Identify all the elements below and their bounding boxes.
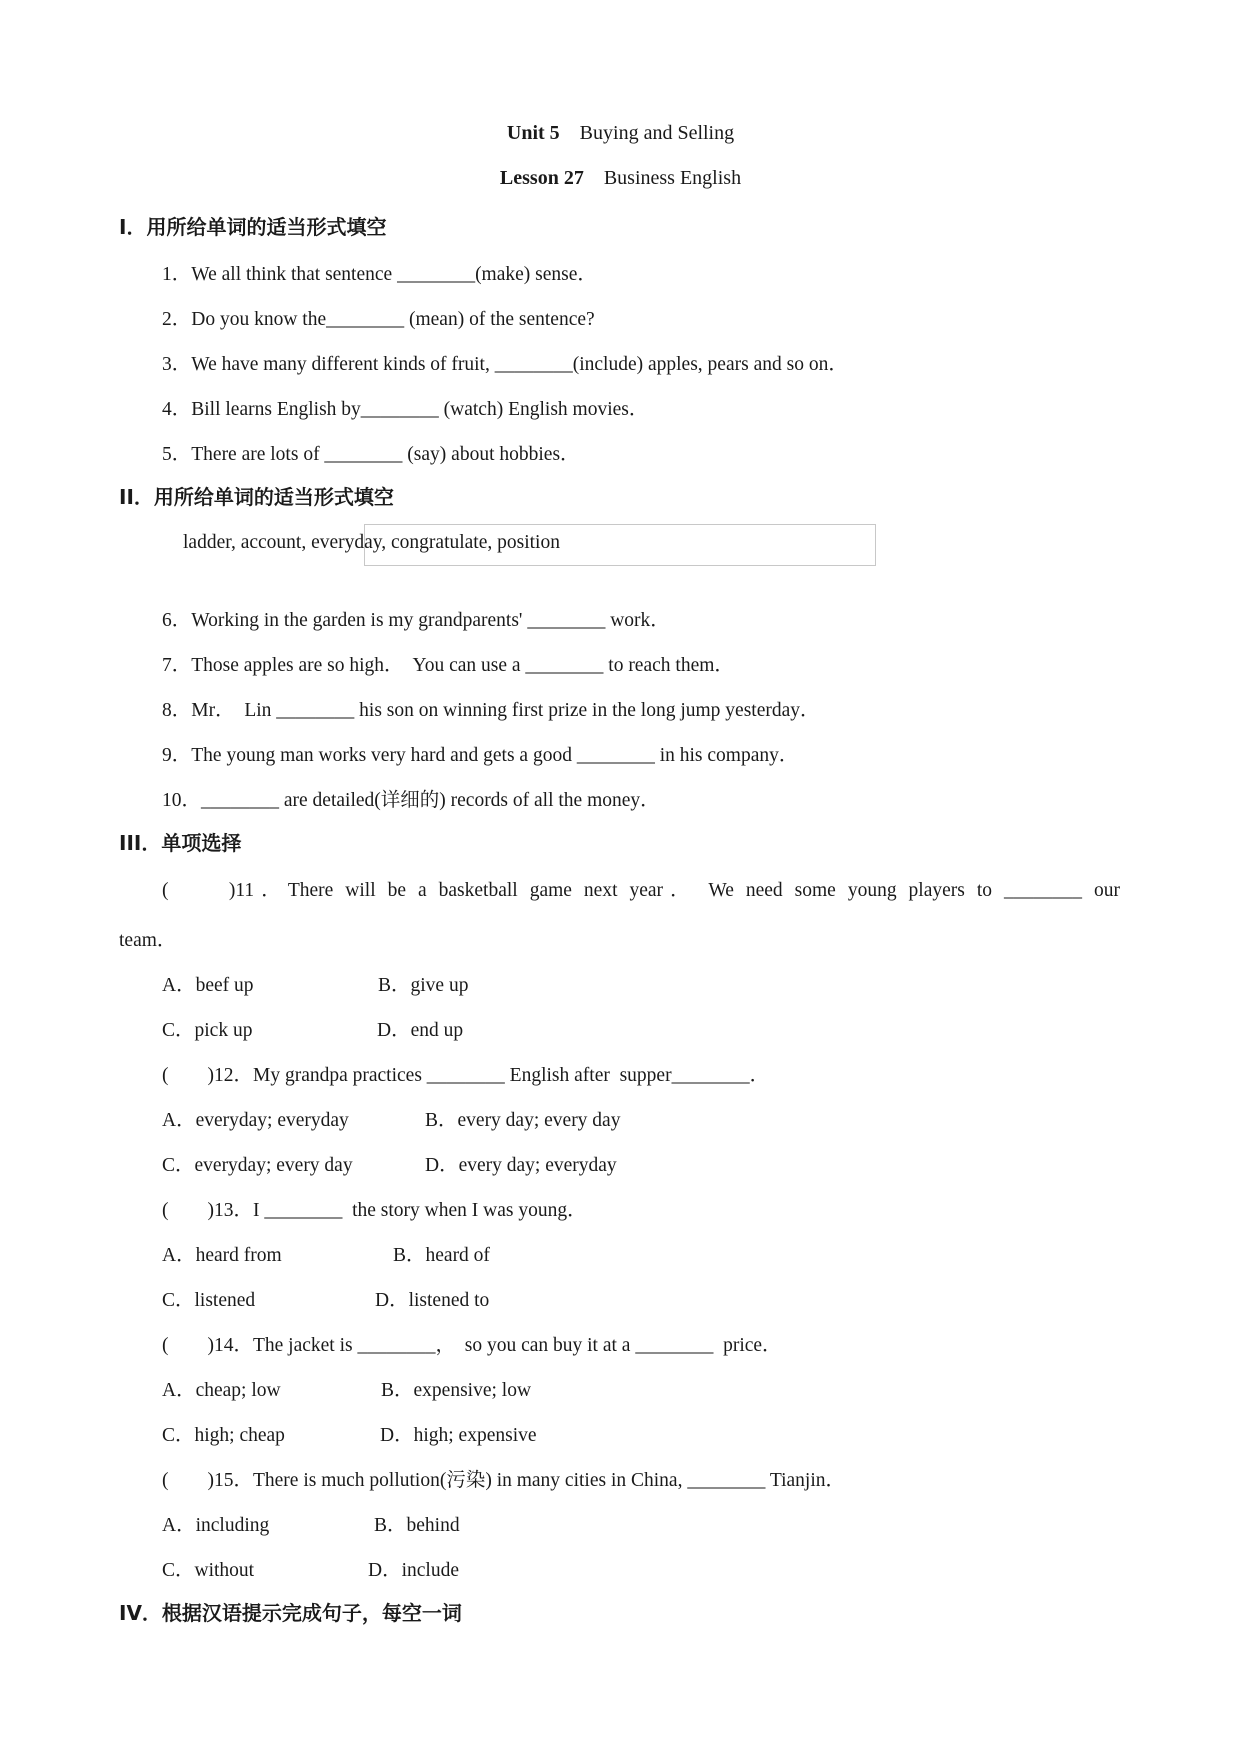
question-15-stem: ( )15．There is much pollution(污染) in many cities in China, ________ Tianjin． (162, 1470, 845, 1491)
q12-option-a: A．everyday; everyday (162, 1110, 349, 1131)
question-4: 4．Bill learns English by________ (watch) English movies． (162, 399, 649, 420)
question-8: 8．Mr． Lin ________ his son on winning first prize in the long jump yesterday． (162, 700, 820, 721)
question-6: 6．Working in the garden is my grandparents' ________ work． (162, 610, 670, 631)
q14-option-d: D．high; expensive (380, 1425, 537, 1446)
q13-option-d: D．listened to (375, 1290, 490, 1311)
q15-option-d: D．include (368, 1560, 459, 1581)
q13-option-b: B．heard of (393, 1245, 490, 1266)
question-13-stem: ( )13．I ________ the story when I was young． (162, 1200, 587, 1221)
question-7: 7．Those apples are so high． You can use a ________ to reach them． (162, 655, 734, 676)
question-3: 3．We have many different kinds of fruit, ________(include) apples, pears and so on． (162, 354, 848, 375)
q14-option-b: B．expensive; low (381, 1380, 532, 1401)
q11-option-d: D．end up (377, 1020, 464, 1041)
section-3-heading: III．单项选择 (119, 831, 242, 855)
q12-option-d: D．every day; everyday (425, 1155, 617, 1176)
lesson-name: Business English (603, 167, 742, 189)
lesson-label: Lesson 27 (499, 167, 584, 189)
q13-option-a: A．heard from (162, 1245, 282, 1266)
section-4-heading: IV．根据汉语提示完成句子，每空一词 (119, 1601, 462, 1625)
q11-option-b: B．give up (378, 975, 469, 996)
question-12-stem: ( )12．My grandpa practices ________ English after supper________． (162, 1065, 770, 1086)
unit-name: Buying and Selling (579, 122, 735, 144)
question-11-stem-continued: team． (119, 930, 177, 951)
q15-option-a: A．including (162, 1515, 270, 1536)
question-11-stem: ( )11．There will be a basketball game next year． We need some young players to ________ our (162, 880, 1120, 901)
q12-option-b: B．every day; every day (425, 1110, 621, 1131)
q15-option-b: B．behind (374, 1515, 460, 1536)
question-9: 9．The young man works very hard and gets a good ________ in his company． (162, 745, 799, 766)
unit-title (0, 122, 1241, 145)
question-14-stem: ( )14．The jacket is ________， so you can buy it at a ________ price． (162, 1335, 782, 1356)
section-1-heading: I．用所给单词的适当形式填空 (119, 215, 387, 239)
section-2-heading: II．用所给单词的适当形式填空 (119, 485, 394, 509)
q11-option-a: A．beef up (162, 975, 254, 996)
question-10: 10．________ are detailed(详细的) records of all the money． (162, 790, 660, 811)
q13-option-c: C．listened (162, 1290, 256, 1311)
word-bank: ladder, account, everyday, congratulate, position (183, 532, 560, 553)
question-2: 2．Do you know the________ (mean) of the sentence? (162, 309, 595, 330)
question-1: 1．We all think that sentence ________(make) sense． (162, 264, 597, 285)
unit-label: Unit 5 (506, 122, 560, 144)
q14-option-c: C．high; cheap (162, 1425, 285, 1446)
q12-option-c: C．everyday; every day (162, 1155, 353, 1176)
q11-option-c: C．pick up (162, 1020, 253, 1041)
lesson-title (0, 167, 1241, 190)
q14-option-a: A．cheap; low (162, 1380, 281, 1401)
question-5: 5．There are lots of ________ (say) about hobbies． (162, 444, 580, 465)
q15-option-c: C．without (162, 1560, 255, 1581)
